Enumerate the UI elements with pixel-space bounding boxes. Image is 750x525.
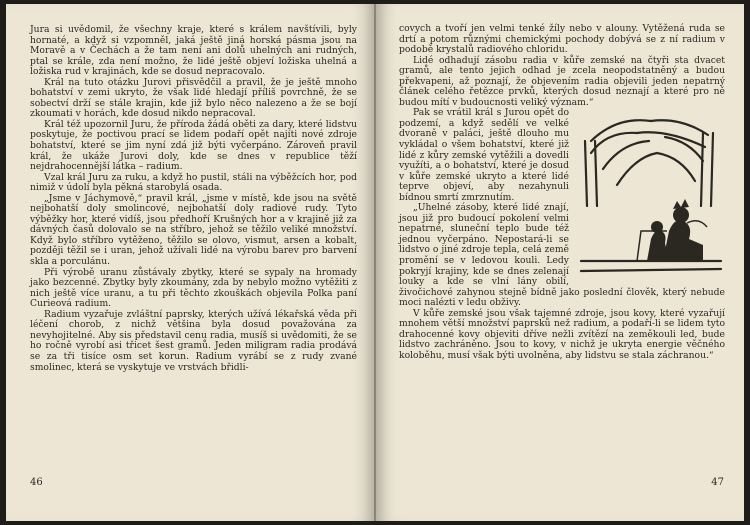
paragraph: Pak se vrátil král s Jurou opět do podzemí, a když sedělí ve velké dvoraně v paláci, ještě dlouho mu vykládal o všem bohatství, které již lidé z kůry zemské vytěžili a dovedli využíti, a o bohatství, které je dosud v kůře zemské ukryto a které lidé teprve objeví, aby nezahynuli bídnou smrtí zmrznutím. <box>399 107 569 203</box>
right-page-text <box>399 24 725 362</box>
paragraph: Při výrobě uranu zůstávaly zbytky, které se sypaly na hromady jako bezcenné. Zbytky byly zkoumány, zda by nebylo možno vytěžiti z nich ještě více uranu, a tu při těchto zkouškách objevila Polka paní Curieová radium. <box>30 266 357 310</box>
palace-hall-illustration <box>577 111 725 281</box>
left-page <box>6 4 375 521</box>
paragraph: „Uhelné zásoby, které lidé znají, jsou již pro budoucí pokolení velmi nepatrné, sluneční teplo bude též jednou vyčerpáno. Nepostará-li se lidstvo o jiné zdroje tepla, celá země promění se v ledovou kouli. Ledy pokryjí krajiny, kde se dnes zelenají louky a kde se vlní lány obilí, živočichové zahynou stejně bídně jako poslední člověk, který nebude moci nalézti v ledu obživy. <box>399 202 725 309</box>
paragraph: „Jsme v Jáchymově,“ pravil král, „jsme v místě, kde jsou na světě nejbohatší doly smolincové, nejbohatší doly radiové rudy. Tyto výběžky hor, které vidíš, jsou předhoří Krušných hor a v krajině již za dávných časů dolovalo se na stříbro, jehož se těžilo veliké množství. Když bylo stříbro vytěženo, těžilo se olovo, vismut, arsen a kobalt, později těžil se i uran, jehož užívali lidé na výrobu barev pro barvení skla a porculánu. <box>30 192 357 268</box>
left-page-text <box>30 25 357 373</box>
page-number-left: 46 <box>30 477 43 488</box>
paragraph: V kůře zemské jsou však tajemné zdroje, jsou kovy, které vyzařují mnohem větší množství paprsků než radium, a podaří-li se lidem tyto drahocenné kovy objeviti dříve nežli zvítězí na zeměkouli led, bude lidstvo zachráněno. Jsou to kovy, v nichž je ukryta energie věčného koloběhu, musí však býti uvolněna, aby lidstvu se stala záchranou.“ <box>399 307 725 361</box>
page-number-right: 47 <box>711 477 724 488</box>
paragraph: covych a tvoří jen velmi tenké žíly nebo v alouny. Vytěžená ruda se drtí a potom různými chemickými pochody dobývá se z ní radium v podobě krystalů radiového chloridu. <box>399 23 725 56</box>
paragraph: Radium vyzařuje zvláštní paprsky, kterých užívá lékařská věda při léčení chorob, z nichž většina byla dosud považována za nevyhojitelné. Aby sis představil cenu radia, musíš si uvědomiti, že se ho ročně vyrobí asi třicet šest gramů. Jeden miligram radia prodává se za tři tisíce osm set korun. Radium vyrábí se z rudy zvané smolinec, která se vyskytuje ve vrstvách břidli- <box>30 308 357 373</box>
paragraph: Král též upozornil Juru, že příroda žádá oběti za dary, které lidstvu poskytuje, že poctivou prací se lidem podaří opět najíti nové zdroje bohatství, které se jim nyní zdá již býti vyčerpáno. Zároveň pravil král, že ukáže Jurovi doly, kde se dnes v republice těží nejdrahocennější látka – radium. <box>30 118 357 173</box>
paragraph: Vzal král Juru za ruku, a když ho pustil, stáli na výběžcích hor, pod nimiž v údolí byla pěkná starobylá osada. <box>30 171 357 194</box>
paragraph: Král na tuto otázku Jurovi přisvědčil a pravil, že je ještě mnoho bohatství v zemi ukryto, že však lidé hledají příliš povrchně, že se sobectví drží se stále krajin, kde již bylo něco nalezeno a že se bojí zkoumati v horách, kde dosud nikdo nepracoval. <box>30 76 357 120</box>
right-page <box>375 4 744 521</box>
book-spread <box>6 4 744 521</box>
book-gutter <box>374 4 376 521</box>
paragraph: Jura si uvědomil, že všechny kraje, které s králem navštívili, byly hornaté, a když si vzpomněl, jaká ještě jiná horská pásma jsou na Moravě a v Čechách a že tam není ani dolů uhelných ani rudných, ptal se krále, zda není možno, že lidé ještě objeví ložiska uhelná a ložiska rud v krajinách, kde se dosud nepracovalo. <box>30 24 357 78</box>
paragraph: Lidé odhadují zásobu radia v kůře zemské na čtyři sta dvacet gramů, ale tento jejich odhad je zcela neopodstatněný a budou překvapeni, až poznají, že objevením radia objevili jeden nepatrný článek celého řetězce prvků, kterých dosud neznají a které pro ně budou mítí v budoucnosti veliký význam.“ <box>399 54 725 108</box>
